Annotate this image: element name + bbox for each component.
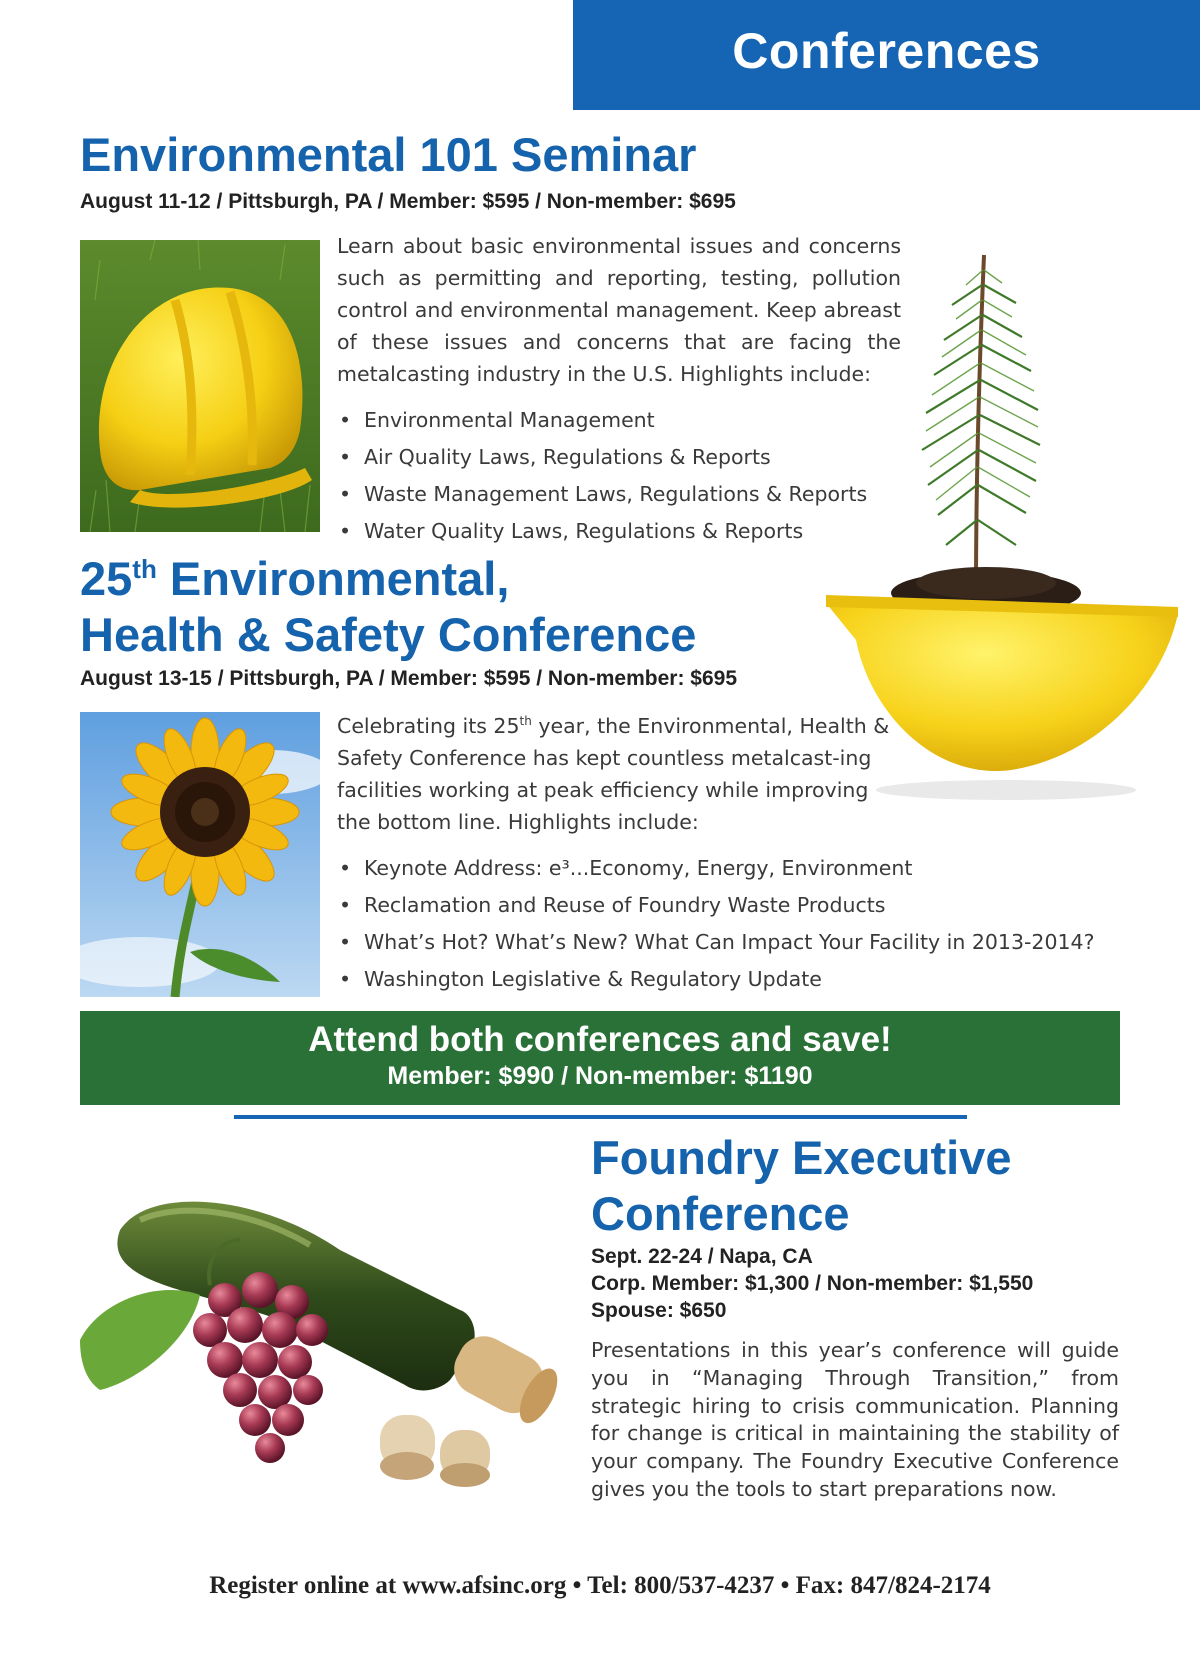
list-item: • Washington Legislative & Regulatory Update <box>337 961 1094 998</box>
ehs-conference-description <box>337 710 907 838</box>
title-line1-rest: Environmental, <box>156 552 510 605</box>
description-text: Celebrating its 25 <box>337 714 520 738</box>
title-line2: Health & Safety Conference <box>80 608 697 661</box>
description-sup: th <box>519 714 532 728</box>
executive-conference-title <box>591 1130 1012 1242</box>
ehs-conference-meta: August 13-15 / Pittsburgh, PA / Member: $595 / Non-member: $695 <box>80 667 737 690</box>
meta-prices: Corp. Member: $1,300 / Non-member: $1,550 <box>591 1272 1034 1295</box>
ehs-conference-title <box>80 551 696 663</box>
title-line2: Conference <box>591 1187 850 1240</box>
title-ordinal-suffix: th <box>132 554 157 584</box>
list-item: • Waste Management Laws, Regulations & Reports <box>337 476 867 513</box>
list-item: • Environmental Management <box>337 402 867 439</box>
list-item: • What’s Hot? What’s New? What Can Impact Your Facility in 2013-2014? <box>337 924 1094 961</box>
seminar-highlights <box>337 402 867 550</box>
page-title: Conferences <box>732 23 1041 79</box>
description-text: year, the Environmental, Health & Safety Conference has kept countless metalcast-ing facilities working at peak efficiency while improving the bottom line. Highlights include: <box>337 714 890 834</box>
list-item: • Air Quality Laws, Regulations & Reports <box>337 439 867 476</box>
footer-contact: Register online at www.afsinc.org • Tel: 800/537-4237 • Fax: 847/824-2174 <box>209 1572 991 1599</box>
seminar-description: Learn about basic environmental issues and concerns such as permitting and reporting, testing, pollution control and environmental management. Keep abreast of these issues and concerns that are facing the metalcasting industry in the U.S. Highlights include: <box>337 234 901 386</box>
list-item: • Water Quality Laws, Regulations & Reports <box>337 513 867 550</box>
seminar-meta: August 11-12 / Pittsburgh, PA / Member: $595 / Non-member: $695 <box>80 190 736 213</box>
list-item: • Keynote Address: e³...Economy, Energy, Environment <box>337 850 1094 887</box>
list-item: • Reclamation and Reuse of Foundry Waste Products <box>337 887 1094 924</box>
meta-dates: Sept. 22-24 / Napa, CA <box>591 1245 813 1268</box>
executive-conference-description: Presentations in this year’s conference will guide you in “Managing Through Transition,” from strategic hiring to crisis communication. Planning for change is critical in maintaining the stability of your company. The Foundry Executive Conference gives you the tools to start preparations now. <box>591 1338 1119 1501</box>
section-divider <box>234 1115 967 1119</box>
ehs-conference-highlights <box>337 850 1094 998</box>
promo-banner <box>80 1011 1120 1105</box>
header-banner <box>573 0 1200 110</box>
meta-spouse: Spouse: $650 <box>591 1299 727 1322</box>
promo-title: Attend both conferences and save! <box>308 1020 892 1059</box>
wine-bottle-and-grapes-image <box>80 1190 570 1490</box>
title-ordinal: 25 <box>80 552 133 605</box>
sunflower-image <box>80 712 320 997</box>
executive-conference-meta <box>591 1243 1033 1324</box>
title-line1: Foundry Executive <box>591 1131 1012 1184</box>
seminar-title: Environmental 101 Seminar <box>80 128 697 181</box>
hard-hat-on-grass-image <box>80 240 320 532</box>
promo-prices: Member: $990 / Non-member: $1190 <box>387 1062 813 1090</box>
